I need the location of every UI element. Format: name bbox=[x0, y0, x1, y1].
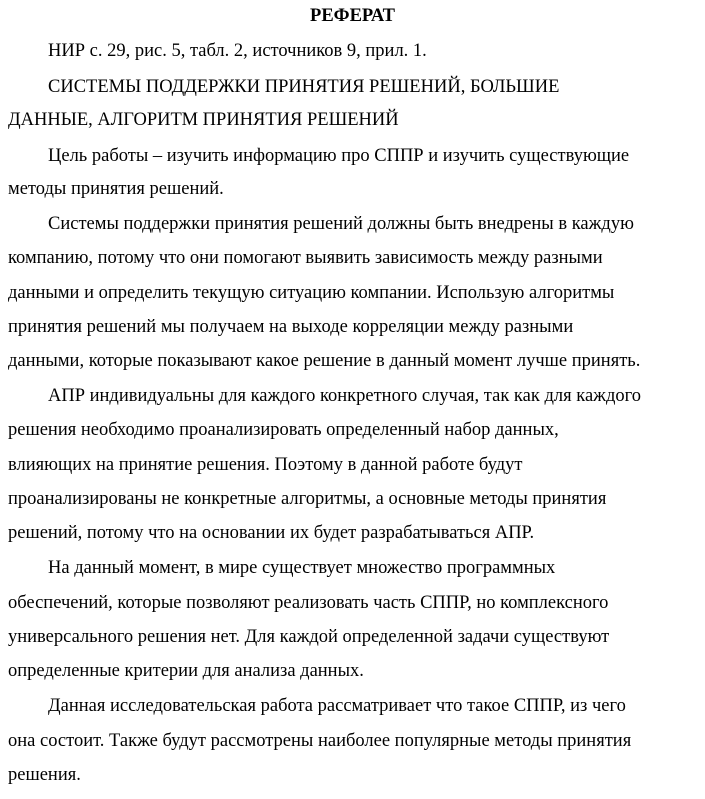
paragraph-line: Системы поддержки принятия решений должны быть внедрены в каждую bbox=[48, 214, 634, 234]
paragraph-line: данными, которые показывают какое решение в данный момент лучше принять. bbox=[8, 351, 641, 371]
document-meta: НИР с. 29, рис. 5, табл. 2, источников 9, прил. 1. bbox=[48, 41, 427, 61]
paragraph-line: обеспечений, которые позволяют реализовать часть СППР, но комплексного bbox=[8, 593, 609, 613]
paragraph-line: универсального решения нет. Для каждой определенной задачи существуют bbox=[8, 627, 610, 647]
paragraph-line: АПР индивидуальны для каждого конкретного случая, так как для каждого bbox=[48, 386, 641, 406]
paragraph-line: Цель работы – изучить информацию про СППР и изучить существующие bbox=[48, 146, 630, 166]
paragraph-line: проанализированы не конкретные алгоритмы, а основные методы принятия bbox=[8, 489, 607, 509]
paragraph-line: влияющих на принятие решения. Поэтому в данной работе будут bbox=[8, 455, 523, 475]
paragraph-line: компанию, потому что они помогают выявить зависимость между разными bbox=[8, 248, 603, 268]
paragraph-line: методы принятия решений. bbox=[8, 179, 224, 199]
paragraph-line: принятия решений мы получаем на выходе корреляции между разными bbox=[8, 317, 574, 337]
paragraph-line: она состоит. Также будут рассмотрены наиболее популярные методы принятия bbox=[8, 731, 632, 751]
paragraph-line: данными и определить текущую ситуацию компании. Использую алгоритмы bbox=[8, 283, 615, 303]
keywords-line: ДАННЫЕ, АЛГОРИТМ ПРИНЯТИЯ РЕШЕНИЙ bbox=[8, 110, 399, 130]
paragraph-line: На данный момент, в мире существует множество программных bbox=[48, 558, 556, 578]
paragraph-line: решения. bbox=[8, 765, 81, 785]
keywords-line: СИСТЕМЫ ПОДДЕРЖКИ ПРИНЯТИЯ РЕШЕНИЙ, БОЛЬШИЕ bbox=[48, 77, 560, 97]
paragraph-line: решений, потому что на основании их будет разрабатываться АПР. bbox=[8, 523, 535, 543]
document-title: РЕФЕРАТ bbox=[310, 6, 395, 26]
paragraph-line: определенные критерии для анализа данных. bbox=[8, 661, 364, 681]
paragraph-line: Данная исследовательская работа рассматривает что такое СППР, из чего bbox=[48, 696, 626, 716]
paragraph-line: решения необходимо проанализировать определенный набор данных, bbox=[8, 420, 559, 440]
